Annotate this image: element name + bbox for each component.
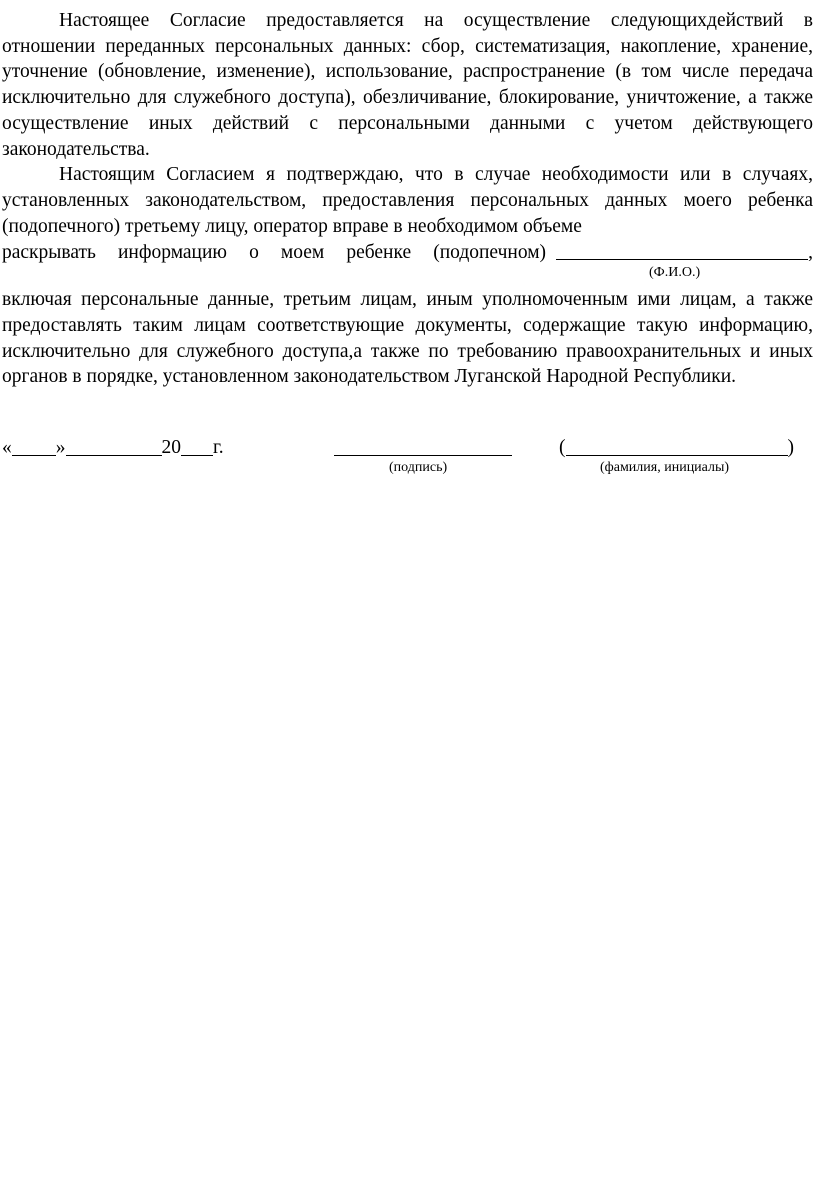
fio-word: раскрывать <box>2 241 96 263</box>
consent-paragraph-continuation: включая персональные данные, третьим лицам, иным уполномоченным ими лицам, а также предоставлять таким лицам соответствующие документы, содержащие такую информацию, исключительно для служебного доступа,а также по требованию правоохранительных и иных органов в порядке, установленном законодательством Луганской Народной Республики. <box>2 289 813 388</box>
consent-paragraph-disclosure: Настоящим Согласием я подтверждаю, что в случае необходимости или в случаях, установленных законодательством, предоставления персональных данных моего ребенка (подопечного) третьему лицу, оператор вправе в необходимом объеме <box>2 164 813 237</box>
quote-close: » <box>55 437 66 458</box>
fio-caption-row <box>2 265 813 287</box>
name-blank-field[interactable] <box>566 434 788 456</box>
fio-comma: , <box>808 241 813 263</box>
fio-line-text <box>2 240 556 266</box>
fio-line <box>2 239 813 265</box>
fio-word: моем <box>280 241 325 263</box>
paren-open: ( <box>559 437 566 458</box>
quote-open: « <box>2 437 12 458</box>
document-body <box>2 8 813 390</box>
consent-paragraph-actions: Настоящее Согласие предоставляется на осуществление следующихдействий в отношении переданных персональных данных: сбор, систематизация, накопление, хранение, уточнение (обновление, изменение), использование, распространение (в том числе передача исключительно для служебного доступа), обезличивание, блокирование, уничтожение, а также осуществление иных действий с персональными данными с учетом действующего законодательства. <box>2 10 813 160</box>
signature-blank-field[interactable] <box>334 434 512 456</box>
date-field <box>2 434 224 460</box>
fio-word: о <box>249 241 259 263</box>
signature-captions <box>0 460 816 478</box>
year-prefix: 20 <box>161 437 181 458</box>
day-blank-field[interactable] <box>12 434 56 456</box>
year-suffix: г. <box>213 437 224 458</box>
fio-caption: (Ф.И.О.) <box>649 265 701 281</box>
signature-field <box>334 434 512 460</box>
paren-close: ) <box>787 437 794 458</box>
month-blank-field[interactable] <box>66 434 162 456</box>
year-blank-field[interactable] <box>181 434 213 456</box>
signature-caption: (подпись) <box>389 460 448 475</box>
child-fio-blank-field[interactable] <box>556 239 808 260</box>
name-field <box>559 434 794 460</box>
fio-word: ребенке <box>346 241 412 263</box>
fio-word: (подопечном) <box>433 241 547 263</box>
fio-word: информацию <box>117 241 227 263</box>
name-caption: (фамилия, инициалы) <box>600 460 730 475</box>
